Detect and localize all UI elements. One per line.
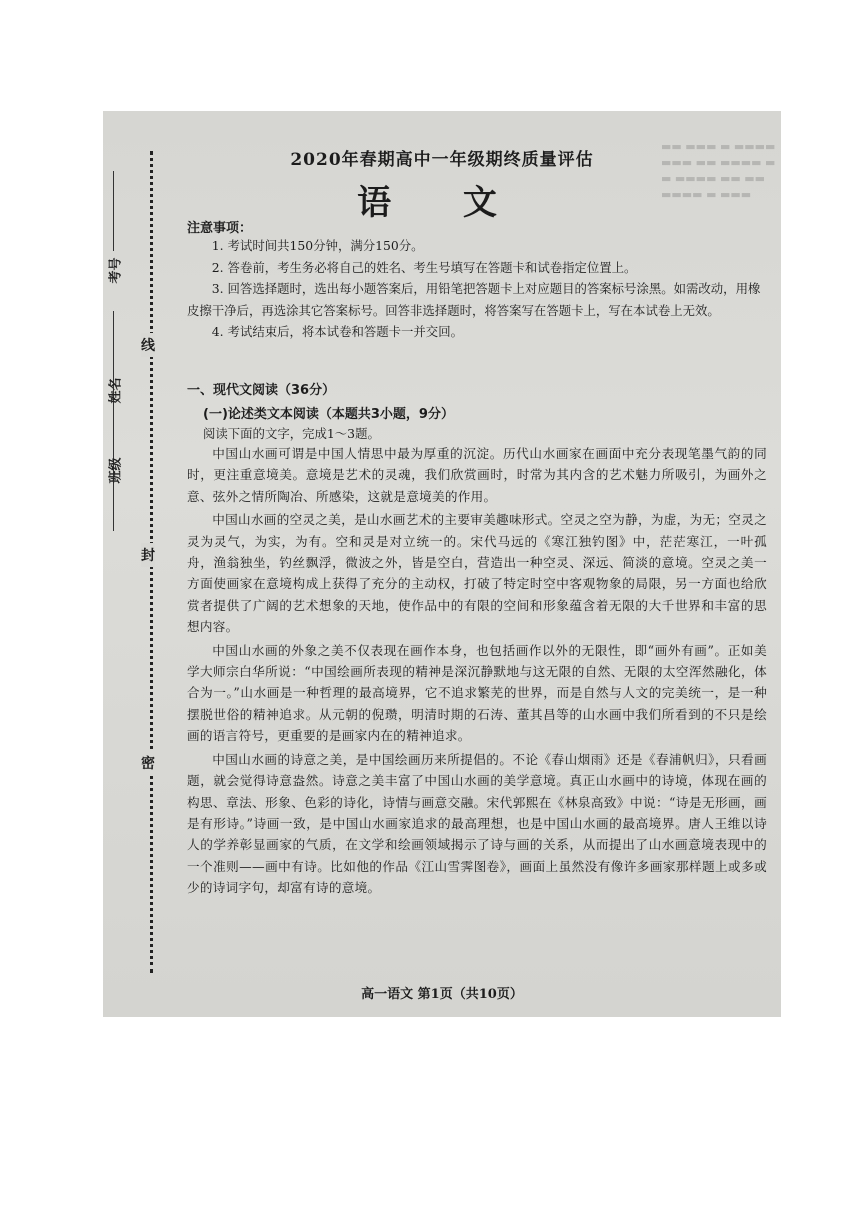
seal-mi: 密 (141, 751, 155, 775)
passage-paragraph: 中国山水画的诗意之美，是中国绘画历来所提倡的。不论《春山烟雨》还是《春浦帆归》，只看画题，就会觉得诗意盎然。诗意之美丰富了中国山水画的美学意境。真正山水画中的诗境，体现在画的构思、章法、形象、色彩的诗化，诗情与画意交融。宋代郭熙在《林泉高致》中说：“诗是无形画，画是有形诗。”诗画一致，是中国山水画家追求的最高理想，也是中国山水画的最高境界。唐人王维以诗人的学养彰显画家的气质，在文学和绘画领域揭示了诗与画的关系，从而提出了山水画意境表现中的一个准则——画中有诗。比如他的作品《江山雪霁图卷》，画面上虽然没有像许多画家那样题上或多或少的诗词字句，却富有诗的意境。 (187, 751, 767, 896)
page-footer: 高一语文 第1页（共10页） (361, 987, 523, 1002)
notes-item: 4. 考试结束后，将本试卷和答题卡一并交回。 (211, 324, 463, 339)
subject-title: 语 文 (357, 183, 527, 223)
seal-xian: 线 (141, 333, 155, 357)
name-label: 姓名 (108, 377, 124, 404)
notes-list (187, 235, 767, 343)
section-title: 一、现代文阅读（36分） (187, 383, 336, 398)
exam-title: 2020年春期高中一年级期终质量评估 (290, 150, 594, 170)
subsection-title: (一)论述类文本阅读（本题共3小题，9分） (203, 407, 454, 422)
scanned-exam-page (103, 111, 781, 1017)
class-label: 班级 (108, 457, 124, 484)
notes-item: 3. 回答选择题时，选出每小题答案后，用铅笔把答题卡上对应题目的答案标号涂黑。如需改动，用橡皮擦干净后，再选涂其它答案标号。回答非选择题时，将答案写在答题卡上，写在本试卷上无效。 (187, 281, 761, 318)
passage-paragraph: 中国山水画的空灵之美，是山水画艺术的主要审美趣味形式。空灵之空为静，为虚，为无；空灵之灵为灵气，为实，为有。空和灵是对立统一的。宋代马远的《寒江独钓图》中，茫茫寒江，一叶孤舟，渔翁独坐，钓丝飘浮，微波之外，皆是空白，营造出一种空灵、深远、简淡的意境。空灵之美一方面使画家在意境构成上获得了充分的主动权，打破了特定时空中客观物象的局限，另一方面也给欣赏者提供了广阔的艺术想象的天地，使作品中的有限的空间和形象蕴含着无限的大千世界和丰富的思想内容。 (187, 512, 767, 635)
reading-passage (187, 443, 767, 901)
seal-feng: 封 (141, 543, 155, 567)
exam-no-label: 考号 (108, 257, 124, 284)
notes-item: 1. 考试时间共150分钟，满分150分。 (211, 238, 424, 253)
notes-heading: 注意事项： (187, 221, 253, 236)
passage-paragraph: 中国山水画的外象之美不仅表现在画作本身，也包括画作以外的无限性，即“画外有画”。正如美学大师宗白华所说：“中国绘画所表现的精神是深沉静默地与这无限的自然、无限的太空浑然融化，体合为一。”山水画是一种哲理的最高境界，它不追求繁芜的世界，而是自然与人文的完美统一，是一种摆脱世俗的精神追求。从元朝的倪瓒，明清时期的石涛、董其昌等的山水画中我们所看到的不只是绘画的语言符号，更重要的是画家内在的精神追求。 (187, 642, 767, 744)
bleed-through-top-right: ▬▬ ▬▬▬ ▬ ▬▬▬▬ ▬▬▬ ▬▬ ▬▬▬▬ ▬ ▬ ▬▬▬▬ ▬▬ ▬▬ ▬▬▬▬ ▬ ▬▬▬ (661, 140, 776, 201)
reading-instruction: 阅读下面的文字，完成1～3题。 (203, 426, 380, 441)
passage-paragraph: 中国山水画可谓是中国人情思中最为厚重的沉淀。历代山水画家在画面中充分表现笔墨气韵的同时，更注重意境美。意境是艺术的灵魂，我们欣赏画时，时常为其内含的艺术魅力所吸引，为画外之意、弦外之情所陶冶、所感染，这就是意境美的作用。 (187, 446, 767, 504)
notes-item: 2. 答卷前，考生务必将自己的姓名、考生号填写在答题卡和试卷指定位置上。 (211, 259, 637, 275)
